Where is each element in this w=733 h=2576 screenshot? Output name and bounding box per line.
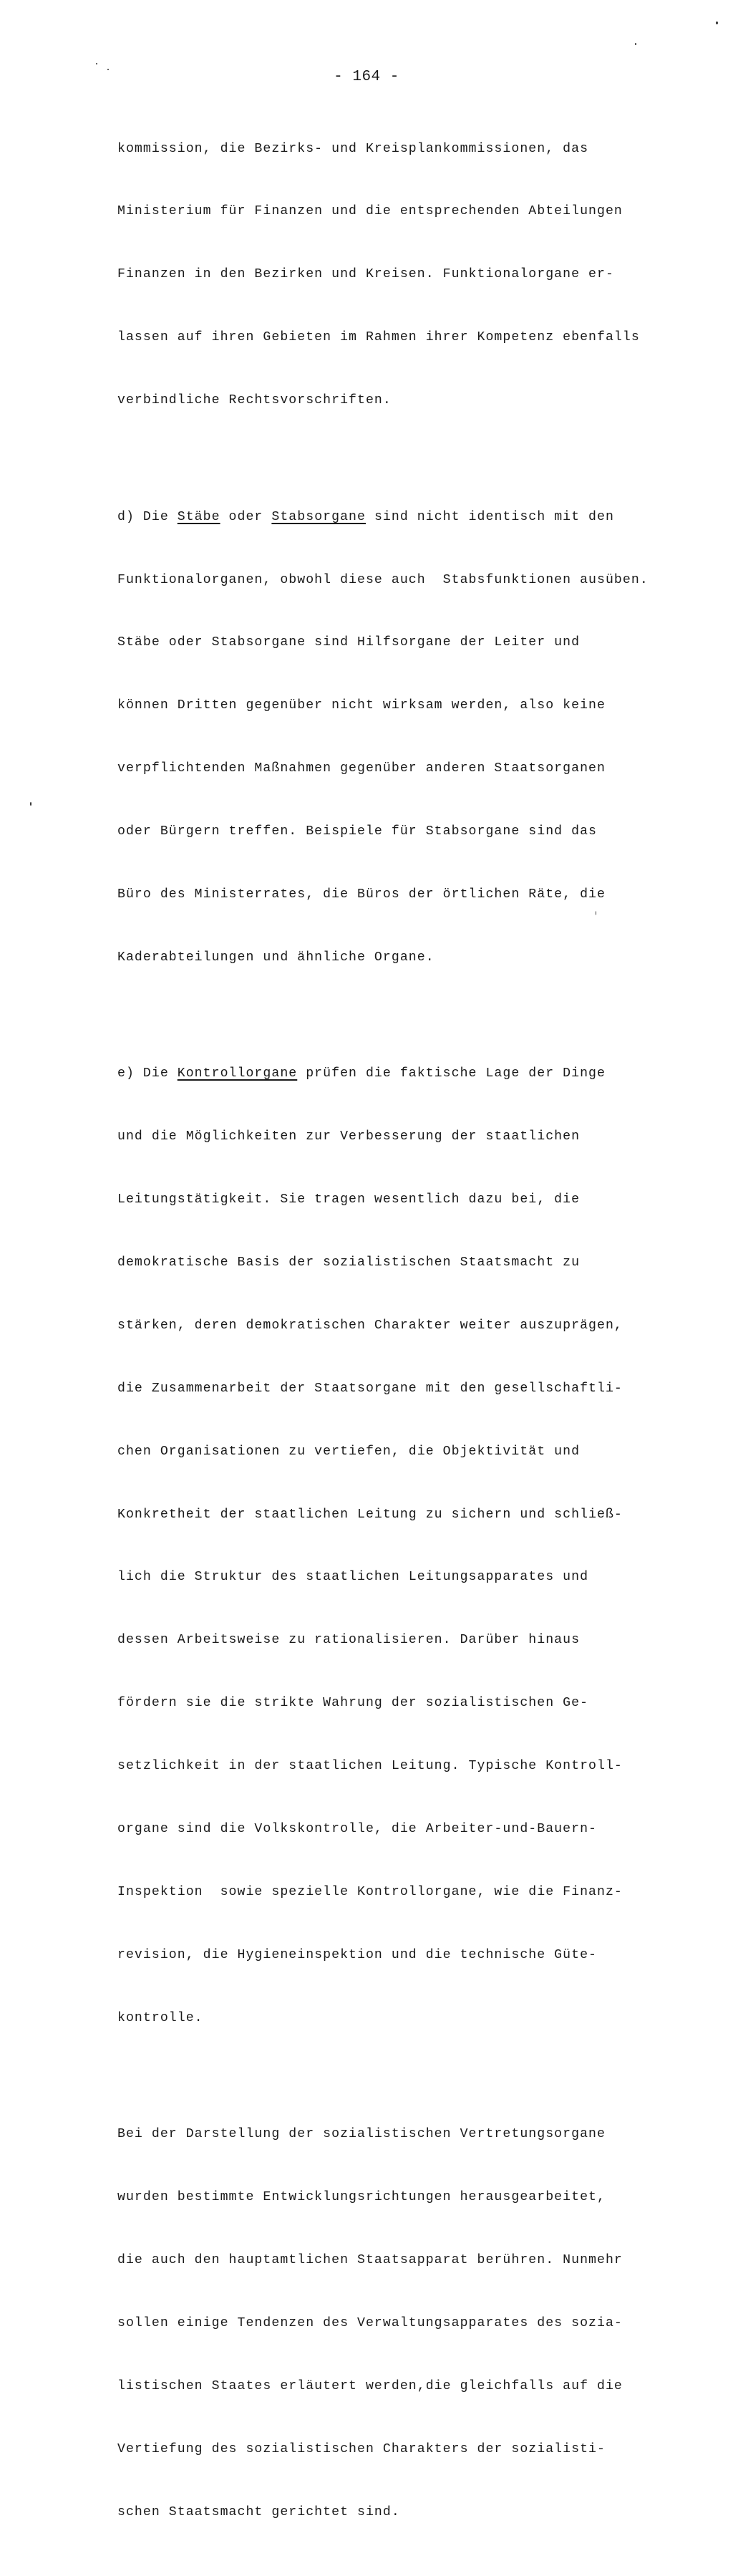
scan-speck <box>96 63 97 64</box>
text-line: Inspektion sowie spezielle Kontrollorgane, wie die Finanz- <box>117 1884 623 1899</box>
text-line: Konkretheit der staatlichen Leitung zu sichern und schließ- <box>117 1507 623 1522</box>
underlined-term: Kontrollorgane <box>177 1066 298 1081</box>
paragraph-funktionalorgane <box>117 97 647 453</box>
text-line: Leitungstätigkeit. Sie tragen wesentlich dazu bei, die <box>117 1192 581 1207</box>
paragraph-verwaltungsapparat <box>117 2083 647 2565</box>
text-line: Stäbe oder Stabsorgane sind Hilfsorgane der Leiter und <box>117 635 581 650</box>
text-line: fördern sie die strikte Wahrung der sozialistischen Ge- <box>117 1696 589 1711</box>
page-number: - 164 - <box>334 69 399 85</box>
text-line: Ministerium für Finanzen und die entsprechenden Abteilungen <box>117 204 623 219</box>
text-fragment: sind nicht identisch mit den <box>365 509 614 524</box>
text-line: verbindliche Rechtsvorschriften. <box>117 393 392 408</box>
text-line: die Zusammenarbeit der Staatsorgane mit den gesellschaftli- <box>117 1381 623 1396</box>
underlined-term: Stabsorgane <box>271 509 366 524</box>
text-line: verpflichtenden Maßnahmen gegenüber anderen Staatsorganen <box>117 761 606 776</box>
text-line: stärken, deren demokratischen Charakter weiter auszuprägen, <box>117 1318 623 1333</box>
text-line: organe sind die Volkskontrolle, die Arbeiter-und-Bauern- <box>117 1822 597 1837</box>
text-line: Funktionalorganen, obwohl diese auch Stabsfunktionen ausüben. <box>117 572 649 587</box>
text-line: lassen auf ihren Gebieten im Rahmen ihrer Kompetenz ebenfalls <box>117 330 640 345</box>
paragraph-stabsorgane <box>117 465 647 1010</box>
text-line: die auch den hauptamtlichen Staatsapparat berühren. Nunmehr <box>117 2252 623 2267</box>
text-line <box>117 1063 647 1084</box>
text-line: kommission, die Bezirks- und Kreisplankommissionen, das <box>117 141 589 156</box>
text-line: sollen einige Tendenzen des Verwaltungsapparates des sozia- <box>117 2315 623 2330</box>
text-line: kontrolle. <box>117 2010 203 2025</box>
scan-speck <box>716 21 718 24</box>
scan-speck <box>30 802 31 806</box>
underlined-term: Stäbe <box>177 509 220 524</box>
item-label: d) Die <box>117 509 178 524</box>
text-line: Bei der Darstellung der sozialistischen Vertretungsorgane <box>117 2127 606 2142</box>
body-text <box>117 97 647 2576</box>
paragraph-kontrollorgane <box>117 1022 647 2071</box>
text-line: wurden bestimmte Entwicklungsrichtungen herausgearbeitet, <box>117 2190 606 2205</box>
text-line: Büro des Ministerrates, die Büros der örtlichen Räte, die <box>117 887 606 902</box>
text-line: und die Möglichkeiten zur Verbesserung der staatlichen <box>117 1129 581 1144</box>
text-line: chen Organisationen zu vertiefen, die Objektivität und <box>117 1444 581 1459</box>
text-line: Finanzen in den Bezirken und Kreisen. Funktionalorgane er- <box>117 267 614 282</box>
text-line: revision, die Hygieneinspektion und die technische Güte- <box>117 1947 597 1962</box>
text-line: listischen Staates erläutert werden,die gleichfalls auf die <box>117 2378 623 2393</box>
text-line: oder Bürgern treffen. Beispiele für Stabsorgane sind das <box>117 824 597 839</box>
text-line: schen Staatsmacht gerichtet sind. <box>117 2504 400 2519</box>
text-line: Vertiefung des sozialistischen Charakters der sozialisti- <box>117 2441 606 2456</box>
text-line: können Dritten gegenüber nicht wirksam werden, also keine <box>117 698 606 713</box>
text-line: demokratische Basis der sozialistischen Staatsmacht zu <box>117 1255 581 1270</box>
text-line: Kaderabteilungen und ähnliche Organe. <box>117 950 435 965</box>
item-label: e) Die <box>117 1066 178 1081</box>
text-line: dessen Arbeitsweise zu rationalisieren. Darüber hinaus <box>117 1633 581 1648</box>
scan-speck <box>635 43 636 45</box>
text-line: lich die Struktur des staatlichen Leitungsapparates und <box>117 1570 589 1585</box>
text-line: setzlichkeit in der staatlichen Leitung. Typische Kontroll- <box>117 1759 623 1774</box>
text-fragment: prüfen die faktische Lage der Dinge <box>297 1066 606 1081</box>
text-line <box>117 507 647 528</box>
text-fragment: oder <box>220 509 272 524</box>
